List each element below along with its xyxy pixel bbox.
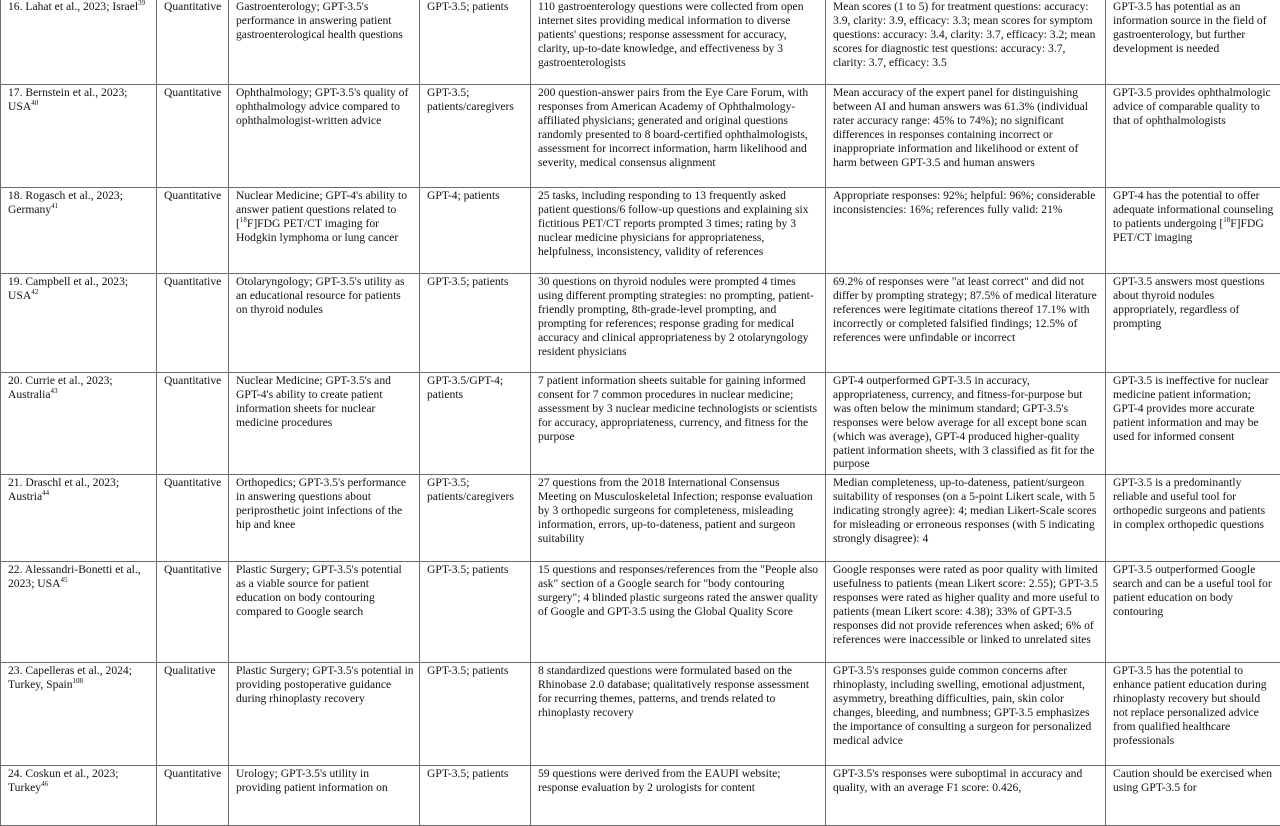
aim-cell: Plastic Surgery; GPT-3.5's potential as a viable source for patient education on body contouring compared to Google search: [229, 562, 420, 663]
method-cell: Quantitative: [157, 373, 229, 475]
aim-cell: Otolaryngology; GPT-3.5's utility as an educational resource for patients on thyroid nodules: [229, 274, 420, 373]
model-cell: GPT-3.5; patients/caregivers: [420, 85, 531, 188]
aim-cell: [229, 188, 420, 274]
model-cell: GPT-3.5; patients: [420, 274, 531, 373]
results-cell: GPT-3.5's responses guide common concerns after rhinoplasty, including swelling, emotional adjustment, asymmetry, breathing difficulties, pain, skin color changes, bleeding, and numbness; GPT-3.5 emphasizes the importance of consulting a surgeon for personalized medical advice: [826, 663, 1106, 766]
method-cell: Quantitative: [157, 188, 229, 274]
study-cell: [1, 188, 157, 274]
conclusion-cell: GPT-3.5 outperformed Google search and can be a useful tool for patient education on body contouring: [1106, 562, 1280, 663]
method-cell: Quantitative: [157, 85, 229, 188]
model-cell: GPT-3.5; patients: [420, 766, 531, 826]
model-cell: GPT-3.5; patients: [420, 0, 531, 85]
conclusion-text: GPT-4 has the potential to offer adequate informational counseling to patients undergoing [: [1113, 189, 1273, 230]
aim-cell: Urology; GPT-3.5's utility in providing patient information on: [229, 766, 420, 826]
design-cell: 15 questions and responses/references from the "People also ask" section of a Google search for "body contouring surgery"; 4 blinded plastic surgeons rated the answer quality of Google and GPT-3.5 using the Global Quality Score: [531, 562, 826, 663]
model-cell: GPT-4; patients: [420, 188, 531, 274]
table-row: [1, 0, 1280, 85]
results-cell: GPT-3.5's responses were suboptimal in accuracy and quality, with an average F1 score: 0.426,: [826, 766, 1106, 826]
study-cell: [1, 562, 157, 663]
isotope-mass-number: 18: [240, 216, 247, 224]
reference-number: 41: [51, 202, 58, 210]
conclusion-cell: GPT-3.5 is ineffective for nuclear medicine patient information; GPT-4 provides more accurate patient information and may be used for informed consent: [1106, 373, 1280, 475]
method-cell: Qualitative: [157, 663, 229, 766]
study-cell: [1, 85, 157, 188]
reference-number: 39: [138, 0, 145, 7]
table-row: [1, 663, 1280, 766]
conclusion-cell: GPT-3.5 is a predominantly reliable and useful tool for orthopedic surgeons and patients in complex orthopedic questions: [1106, 475, 1280, 562]
table-row: [1, 85, 1280, 188]
study-cell: [1, 475, 157, 562]
study-cell: [1, 373, 157, 475]
conclusion-cell: GPT-3.5 provides ophthalmologic advice of comparable quality to that of ophthalmologists: [1106, 85, 1280, 188]
results-cell: Mean accuracy of the expert panel for distinguishing between AI and human answers was 61.3% (individual rater accuracy range: 45% to 74%); no significant differences in responses containing incorrect or inappropriate information and likelihood or extent of harm between GPT-3.5 and human answers: [826, 85, 1106, 188]
aim-text: F]FDG PET/CT imaging for Hodgkin lymphoma or lung cancer: [236, 217, 398, 244]
study-cell: [1, 0, 157, 85]
study-label: 17. Bernstein et al., 2023; USA: [8, 86, 127, 113]
aim-cell: Orthopedics; GPT-3.5's performance in answering questions about periprosthetic joint infections of the hip and knee: [229, 475, 420, 562]
model-cell: GPT-3.5; patients: [420, 663, 531, 766]
conclusion-cell: GPT-3.5 answers most questions about thyroid nodules appropriately, regardless of prompting: [1106, 274, 1280, 373]
table-row: [1, 562, 1280, 663]
study-label: 18. Rogasch et al., 2023; Germany: [8, 189, 123, 216]
results-cell: 69.2% of responses were "at least correct" and did not differ by prompting strategy; 87.5% of medical literature references were legitimate citations thereof 17.1% with incorrectly or completed falsified findings; 12.5% of references were unfindable or incorrect: [826, 274, 1106, 373]
method-cell: Quantitative: [157, 0, 229, 85]
method-cell: Quantitative: [157, 475, 229, 562]
table-row: [1, 766, 1280, 826]
design-cell: 59 questions were derived from the EAUPI website; response evaluation by 2 urologists for content: [531, 766, 826, 826]
design-cell: 200 question-answer pairs from the Eye Care Forum, with responses from American Academy of Ophthalmology-affiliated physicians; generated and original questions randomly presented to 8 board-certified ophthalmologists, assessment for incorrect information, harm likelihood and severity, medical consensus alignment: [531, 85, 826, 188]
design-cell: 30 questions on thyroid nodules were prompted 4 times using different prompting strategies: no prompting, patient-friendly prompting, 8th-grade-level prompting, and prompting for references; response grading for medical accuracy and clinical appropriateness by 2 otolaryngology resident physicians: [531, 274, 826, 373]
study-label: 22. Alessandri-Bonetti et al., 2023; USA: [8, 563, 141, 590]
results-cell: Appropriate responses: 92%; helpful: 96%; considerable inconsistencies: 16%; references fully valid: 21%: [826, 188, 1106, 274]
aim-text: Nuclear Medicine; GPT-4's ability to answer patient questions related to [: [236, 189, 407, 230]
method-cell: Quantitative: [157, 766, 229, 826]
design-cell: 8 standardized questions were formulated based on the Rhinobase 2.0 database; qualitatively response assessment for recurring themes, patterns, and trends related to rhinoplasty recovery: [531, 663, 826, 766]
model-cell: GPT-3.5; patients: [420, 562, 531, 663]
conclusion-cell: GPT-3.5 has the potential to enhance patient education during rhinoplasty recovery but should not replace personalized advice from qualified healthcare professionals: [1106, 663, 1280, 766]
model-cell: GPT-3.5/GPT-4; patients: [420, 373, 531, 475]
conclusion-cell: GPT-3.5 has potential as an information source in the field of gastroenterology, but further development is needed: [1106, 0, 1280, 85]
reference-number: 46: [41, 780, 48, 788]
aim-cell: Ophthalmology; GPT-3.5's quality of ophthalmology advice compared to ophthalmologist-written advice: [229, 85, 420, 188]
table-row: [1, 274, 1280, 373]
table-row: [1, 373, 1280, 475]
study-cell: [1, 766, 157, 826]
aim-cell: Gastroenterology; GPT-3.5's performance in answering patient gastroenterological health questions: [229, 0, 420, 85]
results-cell: Median completeness, up-to-dateness, patient/surgeon suitability of responses (on a 5-point Likert scale, with 5 indicating strongly agree): 4; median Likert-Scale scores for misleading or erroneous responses (with 5 indicating strongly disagree): 4: [826, 475, 1106, 562]
design-cell: 7 patient information sheets suitable for gaining informed consent for 7 common procedures in nuclear medicine; assessment by 3 nuclear medicine technologists or scientists for accuracy, appropriateness, currency, and fitness for the purpose: [531, 373, 826, 475]
method-cell: Quantitative: [157, 562, 229, 663]
isotope-mass-number: 18: [1223, 216, 1230, 224]
study-label: 23. Capelleras et al., 2024; Turkey, Spain: [8, 664, 132, 691]
study-cell: [1, 663, 157, 766]
reference-number: 45: [61, 576, 68, 584]
results-cell: GPT-4 outperformed GPT-3.5 in accuracy, appropriateness, currency, and fitness-for-purpose but was often below the minimum standard; GPT-3.5's responses were below average for all except bone scan (which was average), GPT-4 produced higher-quality patient information sheets, with 3 classified as fit for the purpose: [826, 373, 1106, 475]
design-cell: 27 questions from the 2018 International Consensus Meeting on Musculoskeletal Infection; response evaluation by 3 orthopedic surgeons for completeness, misleading information, errors, up-to-dateness, patient and surgeon suitability: [531, 475, 826, 562]
results-cell: Google responses were rated as poor quality with limited usefulness to patients (mean Likert score: 2.55); GPT-3.5 responses were rated as higher quality and more useful to patients (mean Likert score: 4.38); 33% of GPT-3.5 responses did not provide references when asked; 6% of references were inaccessible or linked to unrelated sites: [826, 562, 1106, 663]
reference-number: 108: [73, 677, 84, 685]
study-label: 20. Currie et al., 2023; Australia: [8, 374, 113, 401]
reference-number: 40: [31, 99, 38, 107]
table-row: [1, 188, 1280, 274]
table-row: [1, 475, 1280, 562]
study-label: 21. Draschl et al., 2023; Austria: [8, 476, 119, 503]
aim-cell: Nuclear Medicine; GPT-3.5's and GPT-4's ability to create patient information sheets for nuclear medicine procedures: [229, 373, 420, 475]
conclusion-cell: Caution should be exercised when using GPT-3.5 for: [1106, 766, 1280, 826]
conclusion-text: F]FDG PET/CT imaging: [1113, 217, 1264, 244]
results-cell: Mean scores (1 to 5) for treatment questions: accuracy: 3.9, clarity: 3.9, efficacy: 3.3; mean scores for symptom questions: accuracy: 3.4, clarity: 3.7, efficacy: 3.2; mean scores for diagnostic test questions: accuracy: 3.7, clarity: 3.7, efficacy: 3.5: [826, 0, 1106, 85]
aim-cell: Plastic Surgery; GPT-3.5's potential in providing postoperative guidance during rhinoplasty recovery: [229, 663, 420, 766]
study-label: 24. Coskun et al., 2023; Turkey: [8, 767, 118, 794]
reference-number: 42: [31, 288, 38, 296]
study-label: 16. Lahat et al., 2023; Israel: [8, 0, 138, 13]
method-cell: Quantitative: [157, 274, 229, 373]
study-label: 19. Campbell et al., 2023; USA: [8, 275, 128, 302]
design-cell: 110 gastroenterology questions were collected from open internet sites providing medical information to diverse patients' questions; response assessment for accuracy, clarity, up-to-date knowledge, and effectiveness by 3 gastroenterologists: [531, 0, 826, 85]
study-cell: [1, 274, 157, 373]
reference-number: 43: [51, 387, 58, 395]
model-cell: GPT-3.5; patients/caregivers: [420, 475, 531, 562]
design-cell: 25 tasks, including responding to 13 frequently asked patient questions/6 follow-up questions and explaining six fictitious PET/CT reports prompted 3 times; rating by 3 nuclear medicine physicians for appropriateness, helpfulness, inconsistency, validity of references: [531, 188, 826, 274]
reference-number: 44: [42, 489, 49, 497]
conclusion-cell: [1106, 188, 1280, 274]
